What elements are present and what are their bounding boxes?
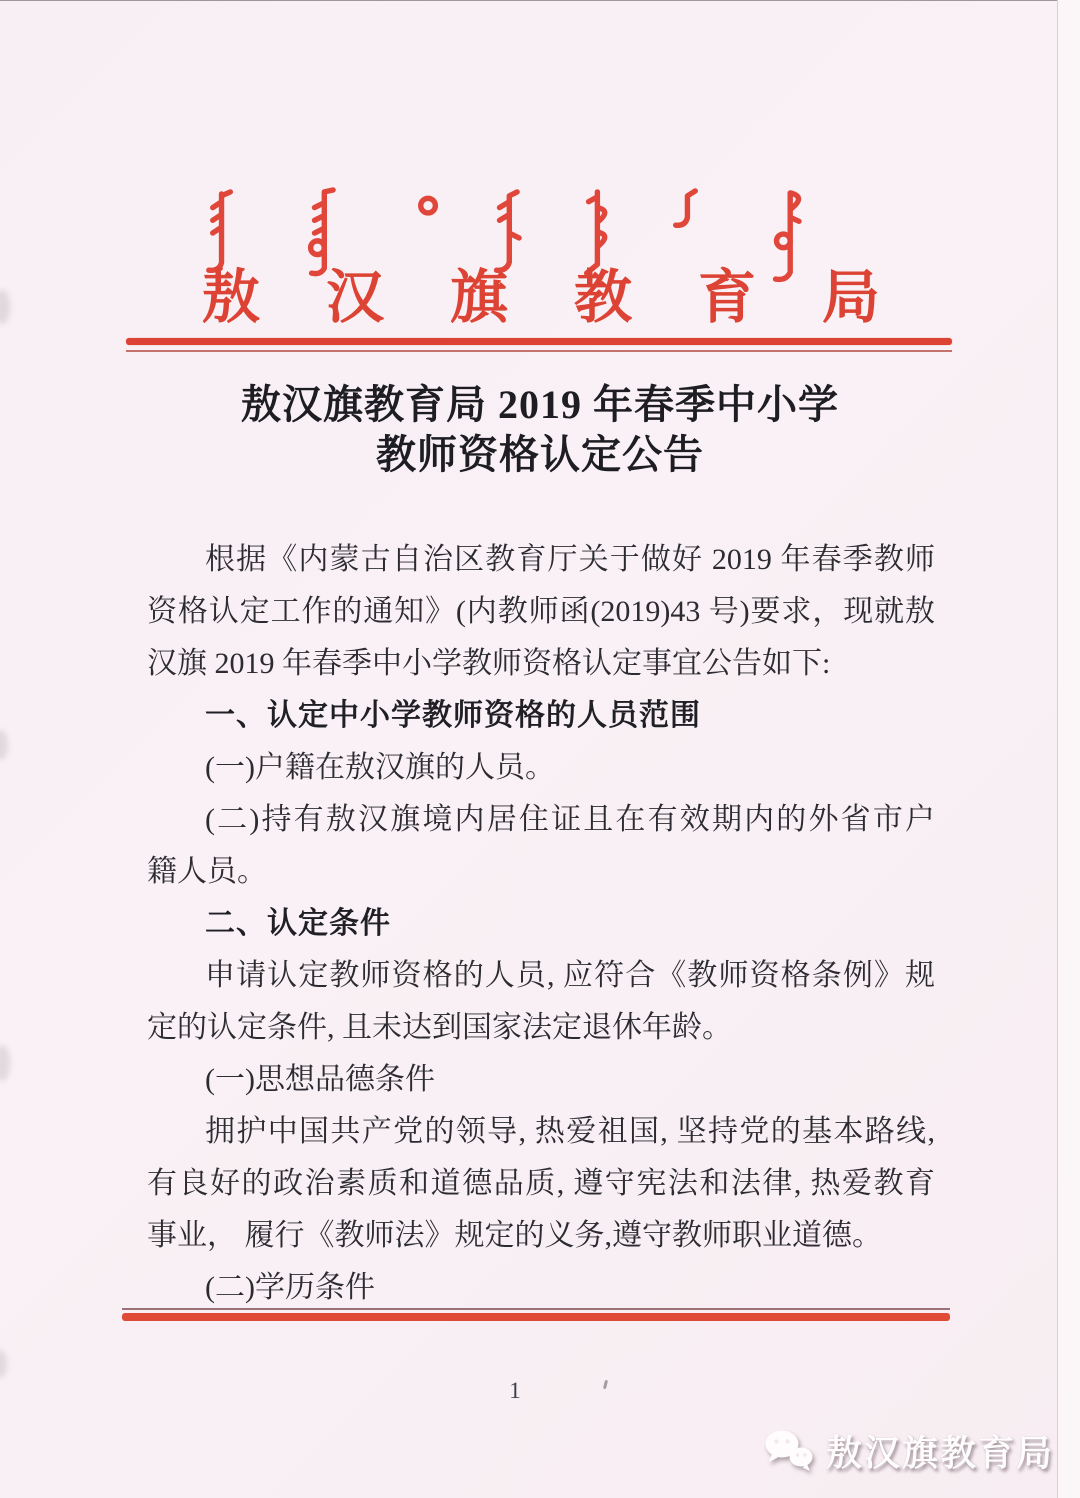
scan-artifact	[0, 1045, 10, 1081]
body-line: 事业， 履行《教师法》规定的义务,遵守教师职业道德。	[147, 1219, 882, 1252]
section-heading: 二、认定条件	[205, 907, 391, 940]
body-line: 有良好的政治素质和道德品质, 遵守宪法和法律, 热爱教育	[147, 1167, 935, 1200]
document-title-line1: 敖汉旗教育局 2019 年春季中小学	[241, 382, 839, 427]
scan-artifact	[0, 1350, 7, 1378]
body-line: 汉旗 2019 年春季中小学教师资格认定事宜公告如下:	[147, 647, 831, 680]
body-line: 籍人员。	[147, 855, 267, 888]
body-line: 申请认定教师资格的人员, 应符合《教师资格条例》规	[205, 959, 935, 992]
page-number: 1	[509, 1378, 521, 1403]
scan-right-seam	[1057, 0, 1080, 1498]
document-body	[147, 534, 935, 1314]
body-line: (二)学历条件	[205, 1271, 375, 1304]
body-line: 资格认定工作的通知》(内教师函(2019)43 号)要求，现就敖	[147, 595, 935, 628]
letterhead-rule-thick	[126, 338, 952, 345]
body-line: 定的认定条件, 且未达到国家法定退休年龄。	[147, 1011, 732, 1044]
body-line: 根据《内蒙古自治区教育厅关于做好 2019 年春季教师	[205, 543, 935, 576]
scan-artifact	[0, 730, 8, 760]
body-line: (二)持有敖汉旗境内居住证且在有效期内的外省市户	[205, 803, 935, 836]
document-title-line2: 教师资格认定公告	[376, 432, 704, 477]
agency-name: 敖 汉 旗 教 育 局	[202, 265, 880, 330]
letterhead-rule-thin	[126, 350, 952, 352]
watermark-label: 敖汉旗教育局	[825, 1432, 1054, 1473]
footer-rule-thick	[122, 1313, 950, 1321]
section-heading: 一、认定中小学教师资格的人员范围	[205, 699, 701, 732]
footer-rule-thin	[122, 1308, 950, 1310]
scan-artifact	[0, 290, 10, 324]
wechat-icon	[762, 1427, 816, 1475]
body-line: (一)户籍在敖汉旗的人员。	[205, 751, 555, 784]
body-line: 拥护中国共产党的领导, 热爱祖国, 坚持党的基本路线,	[205, 1115, 935, 1148]
watermark	[762, 1425, 1054, 1476]
scan-edge-line	[0, 0, 1058, 1]
document-title	[0, 380, 1080, 480]
body-line: (一)思想品德条件	[205, 1063, 435, 1096]
